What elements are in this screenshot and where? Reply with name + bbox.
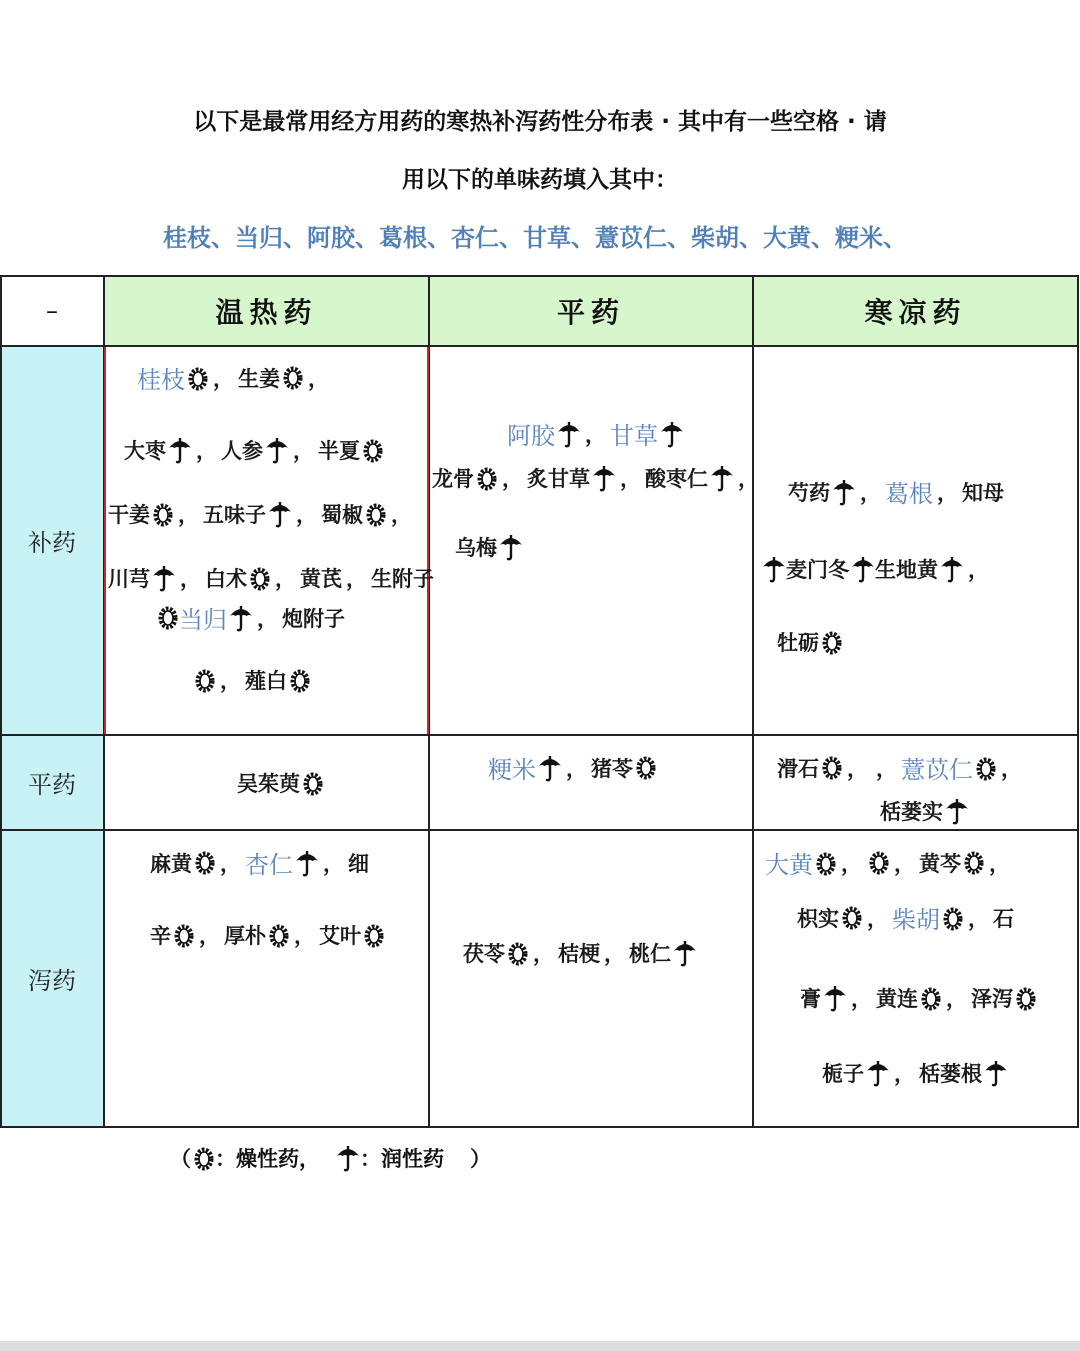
herb-name: 川芎	[108, 566, 150, 591]
herb-name: 生姜	[238, 365, 280, 391]
gear-icon	[961, 849, 985, 877]
intro-line-1: 以下是最常用经方用药的寒热补泻药性分布表 · 其中有一些空格 · 请	[193, 109, 887, 135]
gear-icon	[813, 848, 837, 877]
separator: ，	[847, 755, 868, 781]
herb-item	[962, 477, 1004, 507]
herb-name: 乌梅	[455, 535, 497, 560]
herb-line	[137, 360, 333, 395]
herb-item	[192, 666, 216, 694]
herb-item	[282, 603, 345, 633]
separator: ，	[937, 479, 958, 505]
herb-item	[150, 920, 195, 950]
herb-item	[224, 920, 290, 950]
herb-line	[108, 563, 434, 593]
umbrella-icon	[227, 603, 253, 633]
separator: ，	[876, 755, 897, 781]
herb-line	[463, 938, 697, 968]
herb-item	[179, 600, 253, 635]
gear-icon	[287, 666, 311, 694]
herb-name: 辛	[150, 923, 171, 948]
separator: ，	[296, 502, 317, 527]
herb-item	[150, 848, 216, 878]
separator: ，	[213, 365, 234, 391]
herb-item	[822, 1058, 890, 1088]
herb-name: 泽泻	[971, 986, 1013, 1011]
herb-item	[797, 903, 863, 933]
herb-name: 黄芪	[300, 566, 342, 591]
herb-item	[319, 920, 385, 950]
separator: ，	[968, 557, 989, 582]
grid-line	[1077, 275, 1079, 1128]
herb-item	[318, 435, 384, 465]
herb-name: 栀子	[822, 1061, 864, 1086]
gear-icon	[363, 500, 387, 528]
herb-name: 滑石	[777, 755, 819, 781]
separator: ，	[620, 466, 641, 491]
gear-icon	[280, 364, 304, 392]
herb-name: 大黄	[765, 851, 813, 879]
herb-name: 半夏	[318, 438, 360, 463]
herb-item	[875, 554, 964, 584]
gear-icon	[191, 1144, 215, 1172]
separator: ，	[604, 941, 625, 966]
separator: ，	[1001, 755, 1022, 781]
umbrella-icon	[671, 939, 697, 968]
herb-item	[205, 563, 271, 593]
separator: ，	[851, 986, 872, 1011]
gear-icon	[973, 753, 997, 782]
herb-item	[488, 750, 562, 785]
herb-line	[507, 416, 684, 451]
herb-item	[155, 604, 179, 632]
grid-line	[752, 275, 754, 1128]
herb-item	[321, 499, 387, 529]
legend-dry-label: ：燥性药，	[215, 1146, 320, 1171]
herb-name: 五味子	[203, 502, 266, 527]
herb-name: 甘草	[610, 422, 658, 450]
row-header-neutral: 平药	[0, 735, 104, 830]
gear-icon	[192, 666, 216, 694]
grid-line	[0, 734, 1079, 736]
herb-name: 白术	[205, 566, 247, 591]
herb-name: 当归	[179, 606, 227, 634]
herb-name: 麦门冬	[786, 557, 849, 582]
herb-line	[880, 796, 969, 826]
gear-icon	[185, 363, 209, 392]
herb-line	[455, 532, 523, 562]
separator: ，	[294, 923, 315, 948]
herb-name: 阿胶	[507, 422, 555, 450]
herb-item	[885, 474, 933, 509]
separator: ，	[220, 850, 241, 876]
herb-name: 龙骨	[432, 466, 474, 491]
col-header-cold: 寒凉药	[753, 276, 1078, 346]
herb-item	[880, 796, 969, 826]
umbrella-icon	[658, 419, 684, 449]
herb-name: 芍药	[788, 479, 830, 505]
herb-name: 生附子	[371, 566, 434, 591]
herb-line	[192, 665, 311, 695]
herb-name: 石	[993, 905, 1014, 931]
herb-name: 粳米	[488, 756, 536, 784]
herb-item	[610, 416, 684, 451]
herb-name: 薏苡仁	[901, 756, 973, 784]
gear-icon	[1013, 984, 1037, 1012]
separator: ，	[196, 438, 217, 463]
herb-item	[993, 903, 1014, 933]
herb-item	[876, 983, 942, 1013]
herb-name: 艾叶	[319, 923, 361, 948]
separator: ，	[738, 466, 759, 491]
separator: ，	[275, 566, 296, 591]
separator: ，	[308, 365, 329, 391]
separator: ，	[502, 466, 523, 491]
herb-name: 薤白	[245, 668, 287, 693]
separator: ，	[860, 479, 881, 505]
herb-name: 猪苓	[591, 755, 633, 781]
herb-item	[124, 435, 192, 465]
herb-item	[137, 360, 209, 395]
separator: ，	[178, 502, 199, 527]
grid-line	[0, 345, 1079, 347]
separator: ，	[968, 905, 989, 931]
herb-name: 杏仁	[245, 851, 293, 879]
herb-name: 栝蒌实	[880, 799, 943, 824]
herb-item	[919, 848, 985, 878]
herb-item	[645, 463, 734, 493]
gear-icon	[300, 769, 324, 797]
separator: ，	[989, 850, 1010, 876]
grid-line	[0, 829, 1079, 831]
herb-line	[150, 845, 369, 880]
herb-item	[901, 750, 997, 785]
herb-name: 大枣	[124, 438, 166, 463]
herb-item	[866, 849, 890, 877]
herb-line	[237, 768, 324, 798]
herb-line	[800, 983, 1037, 1013]
umbrella-icon	[166, 436, 192, 465]
separator: ，	[894, 850, 915, 876]
herb-name: 膏	[800, 986, 821, 1011]
herb-item	[788, 477, 856, 507]
corner-cell: –	[46, 297, 58, 325]
herb-line	[155, 600, 345, 635]
umbrella-icon	[555, 419, 581, 449]
herb-name: 桂枝	[137, 366, 185, 394]
herb-item	[237, 768, 324, 798]
separator: ，	[346, 566, 367, 591]
highlight-line	[427, 347, 429, 734]
herb-name: 栝蒌根	[919, 1061, 982, 1086]
umbrella-icon	[821, 984, 847, 1013]
herb-item	[507, 416, 581, 451]
herb-item	[760, 555, 786, 584]
umbrella-icon	[760, 555, 786, 584]
herb-item	[629, 938, 697, 968]
herb-item	[203, 499, 292, 529]
herb-line	[788, 474, 1004, 509]
umbrella-icon	[334, 1144, 360, 1173]
legend-moist-label: ：润性药	[360, 1146, 444, 1171]
herb-item	[371, 563, 434, 593]
herb-item	[765, 845, 837, 880]
herb-name: 蜀椒	[321, 502, 363, 527]
herb-item	[971, 983, 1037, 1013]
herb-line	[108, 499, 416, 529]
separator: ，	[391, 502, 412, 527]
herb-name: 黄连	[876, 986, 918, 1011]
herb-name: 生地黄	[875, 557, 938, 582]
herb-item	[919, 1058, 1008, 1088]
herb-name: 细	[348, 850, 369, 876]
herb-line	[765, 845, 1014, 880]
herb-name: 茯苓	[463, 941, 505, 966]
herb-name: 炙甘草	[527, 466, 590, 491]
umbrella-icon	[830, 477, 856, 506]
drug-list: 桂枝、当归、阿胶、葛根、杏仁、甘草、薏苡仁、柴胡、大黄、粳米、	[163, 224, 907, 252]
herb-item	[238, 363, 304, 393]
herb-line	[777, 627, 843, 657]
herb-name: 吴茱萸	[237, 771, 300, 796]
gear-icon	[361, 921, 385, 949]
herb-line	[488, 750, 657, 785]
herb-item	[300, 563, 342, 593]
legend-open: （	[170, 1146, 191, 1171]
herb-name: 葛根	[885, 480, 933, 508]
herb-item	[777, 627, 843, 657]
separator: ，	[323, 850, 344, 876]
herb-name: 牡砺	[777, 630, 819, 655]
herb-item	[800, 983, 847, 1013]
herb-item	[108, 499, 174, 529]
umbrella-icon	[982, 1059, 1008, 1088]
herb-item	[527, 463, 616, 493]
herb-line	[124, 435, 384, 465]
grid-line	[0, 1126, 1079, 1128]
herb-item	[558, 938, 600, 968]
gear-icon	[474, 464, 498, 492]
gear-icon	[839, 904, 863, 932]
separator: ，	[293, 438, 314, 463]
separator: ，	[566, 755, 587, 781]
gear-icon	[171, 921, 195, 949]
herb-name: 柴胡	[892, 906, 940, 934]
grid-line	[0, 275, 1079, 277]
intro-line-2: 用以下的单味药填入其中：	[402, 167, 678, 193]
herb-item	[245, 665, 311, 695]
separator: ，	[199, 923, 220, 948]
herb-item	[108, 563, 176, 593]
herb-item	[432, 463, 498, 493]
col-header-neutral: 平药	[429, 276, 753, 346]
separator: ，	[220, 668, 241, 693]
umbrella-icon	[293, 848, 319, 878]
umbrella-icon	[943, 797, 969, 826]
herb-item	[348, 848, 369, 878]
gear-icon	[633, 754, 657, 782]
separator: ，	[533, 941, 554, 966]
herb-item	[591, 753, 657, 783]
herb-name: 桃仁	[629, 941, 671, 966]
highlight-line	[104, 347, 106, 734]
grid-line	[0, 275, 2, 1128]
umbrella-icon	[938, 555, 964, 584]
herb-item	[455, 532, 523, 562]
gear-icon	[150, 500, 174, 528]
row-header-purge: 泻药	[0, 830, 104, 1127]
umbrella-icon	[708, 464, 734, 493]
herb-name: 枳实	[797, 905, 839, 931]
separator: ，	[841, 850, 862, 876]
gear-icon	[505, 939, 529, 967]
herb-name: 酸枣仁	[645, 466, 708, 491]
herb-name: 厚朴	[224, 923, 266, 948]
separator: ，	[946, 986, 967, 1011]
umbrella-icon	[263, 436, 289, 465]
herb-name: 麻黄	[150, 850, 192, 876]
herb-item	[777, 753, 843, 783]
umbrella-icon	[497, 533, 523, 562]
separator: ，	[585, 421, 606, 447]
herb-name: 干姜	[108, 502, 150, 527]
umbrella-icon	[536, 753, 562, 783]
herb-name: 炮附子	[282, 605, 345, 631]
herb-line	[760, 554, 993, 584]
umbrella-icon	[590, 464, 616, 493]
herb-name: 黄芩	[919, 850, 961, 876]
gear-icon	[940, 903, 964, 932]
separator: ，	[257, 605, 278, 631]
separator: ，	[894, 1061, 915, 1086]
herb-item	[786, 554, 875, 584]
bottom-bar	[0, 1341, 1080, 1351]
umbrella-icon	[864, 1059, 890, 1088]
gear-icon	[819, 754, 843, 782]
gear-icon	[266, 921, 290, 949]
herb-item	[221, 435, 289, 465]
herb-item	[892, 900, 964, 935]
herb-line	[777, 750, 1026, 785]
umbrella-icon	[150, 564, 176, 593]
col-header-warm: 温热药	[104, 276, 429, 346]
herb-name: 知母	[962, 479, 1004, 505]
gear-icon	[247, 564, 271, 592]
herb-line	[150, 920, 385, 950]
herb-item	[463, 938, 529, 968]
herb-line	[822, 1058, 1008, 1088]
herb-line	[432, 463, 763, 493]
gear-icon	[192, 849, 216, 877]
legend-close: ）	[470, 1146, 491, 1171]
separator: ，	[867, 905, 888, 931]
umbrella-icon	[266, 500, 292, 529]
herb-name: 桔梗	[558, 941, 600, 966]
separator: ，	[180, 566, 201, 591]
legend	[170, 1143, 491, 1173]
gear-icon	[819, 628, 843, 656]
row-header-tonic: 补药	[0, 346, 104, 735]
gear-icon	[866, 849, 890, 877]
herb-item	[245, 845, 319, 880]
gear-icon	[918, 984, 942, 1012]
gear-icon	[155, 604, 179, 632]
herb-line	[797, 900, 1014, 935]
herb-name: 人参	[221, 438, 263, 463]
umbrella-icon	[849, 555, 875, 584]
gear-icon	[360, 436, 384, 464]
